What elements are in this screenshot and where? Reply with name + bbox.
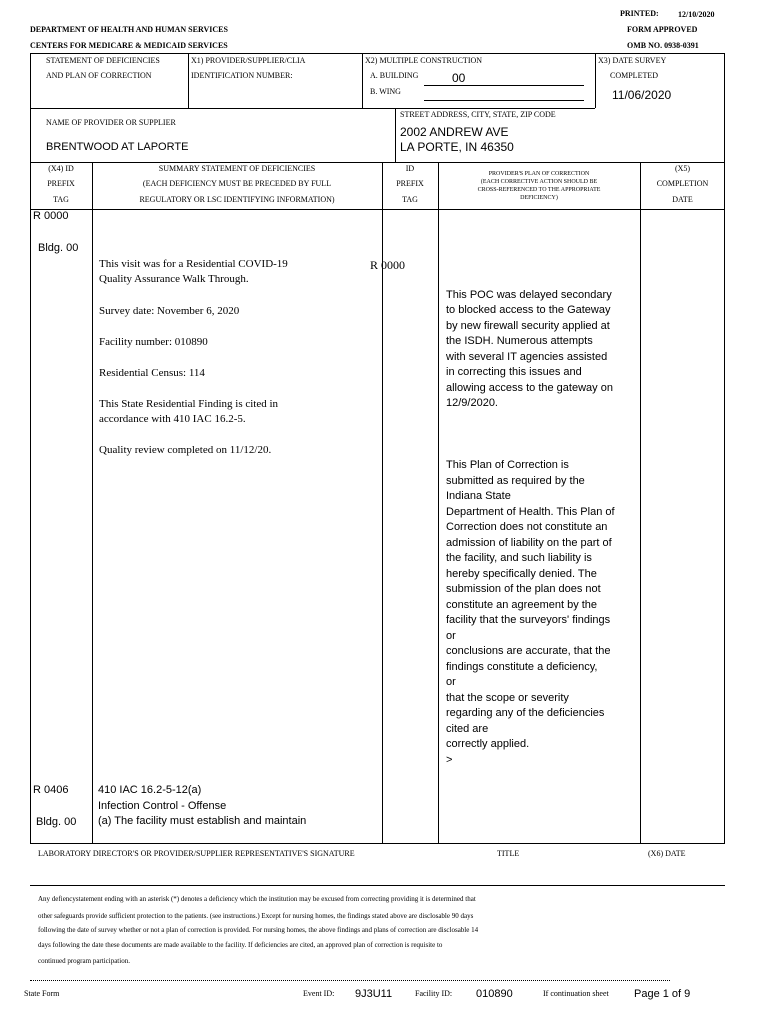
plan-header-1: PROVIDER'S PLAN OF CORRECTION xyxy=(488,171,590,177)
signature-label: LABORATORY DIRECTOR'S OR PROVIDER/SUPPLIER REPRESENTATIVE'S SIGNATURE xyxy=(38,849,355,858)
plan-line: that the scope or severity xyxy=(446,692,569,704)
x5-header-2: COMPLETION xyxy=(656,179,709,188)
building-value: 00 xyxy=(452,71,466,85)
x5-header-1: (X5) xyxy=(674,164,691,173)
body-bottom-border xyxy=(30,843,725,844)
plan-line: Indiana State xyxy=(446,490,511,502)
address-line-1: 2002 ANDREW AVE xyxy=(400,125,509,139)
plan-header-3: CROSS-REFERENCED TO THE APPROPRIATE xyxy=(477,187,601,193)
summary-line: Quality review completed on 11/12/20. xyxy=(99,444,272,456)
box-divider-x1 xyxy=(188,53,189,108)
x4-header-3: TAG xyxy=(53,195,69,204)
statement-label-1: STATEMENT OF DEFICIENCIES xyxy=(46,56,160,65)
plan-line: Department of Health. This Plan of xyxy=(446,506,615,518)
x5-header-3: DATE xyxy=(672,195,693,204)
summary-line: (a) The facility must establish and maintain xyxy=(98,815,307,827)
plan-line: facility that the surveyors' findings xyxy=(446,614,611,626)
summary-header-1: SUMMARY STATEMENT OF DEFICIENCIES xyxy=(158,164,316,173)
address-line-2: LA PORTE, IN 46350 xyxy=(400,140,514,154)
plan-header-4: DEFICIENCY) xyxy=(520,195,558,201)
plan-line: in correcting this issues and xyxy=(446,366,582,378)
box-divider-address xyxy=(395,108,396,162)
plan-line: by new firewall security applied at xyxy=(446,320,610,332)
body-divider-plan xyxy=(640,162,641,843)
plan-line: admission of liability on the part of xyxy=(446,537,612,549)
plan-line: Correction does not constitute an xyxy=(446,521,608,533)
building-tag-2: Bldg. 00 xyxy=(36,816,77,828)
state-form-label: State Form xyxy=(24,989,60,998)
plan-line: the facility, and such liability is xyxy=(446,552,592,564)
id-header-3: TAG xyxy=(402,195,418,204)
department-name: DEPARTMENT OF HEALTH AND HUMAN SERVICES xyxy=(30,25,228,34)
facility-id-value: 010890 xyxy=(476,988,513,1000)
facility-id-label: Facility ID: xyxy=(415,989,453,998)
provider-name: BRENTWOOD AT LAPORTE xyxy=(46,141,189,153)
summary-line: accordance with 410 IAC 16.2-5. xyxy=(99,413,246,425)
printed-label: PRINTED: xyxy=(620,9,659,18)
plan-line: regarding any of the deficiencies xyxy=(446,707,605,719)
x3-label-2: COMPLETED xyxy=(610,71,658,80)
box-right-border xyxy=(724,53,725,162)
box-divider-x2 xyxy=(362,53,363,108)
building-tag-1: Bldg. 00 xyxy=(38,242,79,254)
plan-line: allowing access to the gateway on xyxy=(446,382,613,394)
x1-label-2: IDENTIFICATION NUMBER: xyxy=(191,71,293,80)
centers-name: CENTERS FOR MEDICARE & MEDICAID SERVICES xyxy=(30,41,228,50)
event-id-value: 9J3U11 xyxy=(355,988,393,1000)
plan-line: > xyxy=(446,754,453,766)
address-label: STREET ADDRESS, CITY, STATE, ZIP CODE xyxy=(400,110,556,119)
plan-line: cited are xyxy=(446,723,489,735)
x1-label-1: X1) PROVIDER/SUPPLIER/CLIA xyxy=(191,56,306,65)
column-header-bottom xyxy=(30,209,725,210)
summary-line: Facility number: 010890 xyxy=(99,336,208,348)
body-left-border xyxy=(30,162,31,843)
statement-label-2: AND PLAN OF CORRECTION xyxy=(46,71,152,80)
x3-label-1: X3) DATE SURVEY xyxy=(598,56,667,65)
plan-line: conclusions are accurate, that the xyxy=(446,645,611,657)
box-row2-bottom xyxy=(30,162,725,163)
continuation-label: If continuation sheet xyxy=(543,989,609,998)
printed-date: 12/10/2020 xyxy=(678,10,715,19)
wing-underline xyxy=(424,100,584,101)
summary-line: This visit was for a Residential COVID-19 xyxy=(99,258,288,270)
box-row1-bottom xyxy=(30,108,595,109)
summary-header-2: (EACH DEFICIENCY MUST BE PRECEDED BY FULL xyxy=(142,179,332,188)
body-right-border xyxy=(724,162,725,843)
box-top-border xyxy=(30,53,725,54)
plan-line: correctly applied. xyxy=(446,738,530,750)
plan-line: to blocked access to the Gateway xyxy=(446,304,611,316)
id-header-1: ID xyxy=(405,164,415,173)
summary-line: Survey date: November 6, 2020 xyxy=(99,305,240,317)
body-divider-id xyxy=(438,162,439,843)
plan-line: or xyxy=(446,630,456,642)
plan-line: This Plan of Correction is xyxy=(446,459,569,471)
signature-date-label: (X6) DATE xyxy=(648,849,686,858)
summary-line: Residential Census: 114 xyxy=(99,367,205,379)
form-approved: FORM APPROVED xyxy=(627,25,698,34)
building-underline xyxy=(424,85,584,86)
disclaimer-line: days following the date these documents are made available to the facility. If deficiencies are cited, an approved plan of correction is requisite to xyxy=(38,941,443,949)
disclaimer-line: Any defiencystatement ending with an asterisk (*) denotes a deficiency which the institution may be excused from correcting providing it is determined that xyxy=(38,895,476,903)
title-label: TITLE xyxy=(497,849,520,858)
disclaimer-line: other safeguards provide sufficient protection to the patients. (see instructions.) Except for nursing homes, the findings stated above are disclosable 90 days xyxy=(38,912,474,920)
box-left-border xyxy=(30,53,31,162)
id-header-2: PREFIX xyxy=(396,179,424,188)
plan-line: This POC was delayed secondary xyxy=(446,289,612,301)
prefix-tag-2: R 0406 xyxy=(33,784,69,796)
body-divider-prefix xyxy=(92,162,93,843)
box-divider-x3 xyxy=(595,53,596,108)
x4-header-2: PREFIX xyxy=(47,179,75,188)
disclaimer-line: continued program participation. xyxy=(38,957,130,965)
signature-bottom-border xyxy=(30,885,725,886)
omb-number: OMB NO. 0938-0391 xyxy=(627,41,699,50)
survey-completed-date: 11/06/2020 xyxy=(612,88,672,102)
prefix-tag-1: R 0000 xyxy=(33,210,69,222)
disclaimer-line: following the date of survey whether or not a plan of correction is provided. For nursing homes, the above findings and plans of correction are disclosable 14 xyxy=(38,926,479,934)
page-number: Page 1 of 9 xyxy=(634,988,691,1000)
summary-line: Infection Control - Offense xyxy=(98,800,227,812)
disclaimer-bottom-rule xyxy=(30,980,670,981)
event-id-label: Event ID: xyxy=(303,989,335,998)
plan-line: findings constitute a deficiency, xyxy=(446,661,598,673)
summary-line: 410 IAC 16.2-5-12(a) xyxy=(98,784,202,796)
plan-line: hereby specifically denied. The xyxy=(446,568,597,580)
plan-line: constitute an agreement by the xyxy=(446,599,598,611)
summary-line: This State Residential Finding is cited in xyxy=(99,398,279,410)
id-tag-1: R 0000 xyxy=(370,258,406,272)
summary-header-3: REGULATORY OR LSC IDENTIFYING INFORMATION) xyxy=(139,195,335,204)
plan-line: or xyxy=(446,676,456,688)
wing-label: B. WING xyxy=(370,87,401,96)
x2-label: X2) MULTIPLE CONSTRUCTION xyxy=(365,56,483,65)
provider-name-label: NAME OF PROVIDER OR SUPPLIER xyxy=(46,118,176,127)
plan-line: submission of the plan does not xyxy=(446,583,601,595)
plan-line: with several IT agencies assisted xyxy=(446,351,608,363)
plan-line: submitted as required by the xyxy=(446,475,585,487)
plan-header-2: (EACH CORRECTIVE ACTION SHOULD BE xyxy=(480,179,598,185)
x4-header-1: (X4) ID xyxy=(48,164,74,173)
plan-line: the ISDH. Numerous attempts xyxy=(446,335,593,347)
plan-line: 12/9/2020. xyxy=(446,397,498,409)
summary-line: Quality Assurance Walk Through. xyxy=(99,273,249,285)
building-label: A. BUILDING xyxy=(370,71,419,80)
